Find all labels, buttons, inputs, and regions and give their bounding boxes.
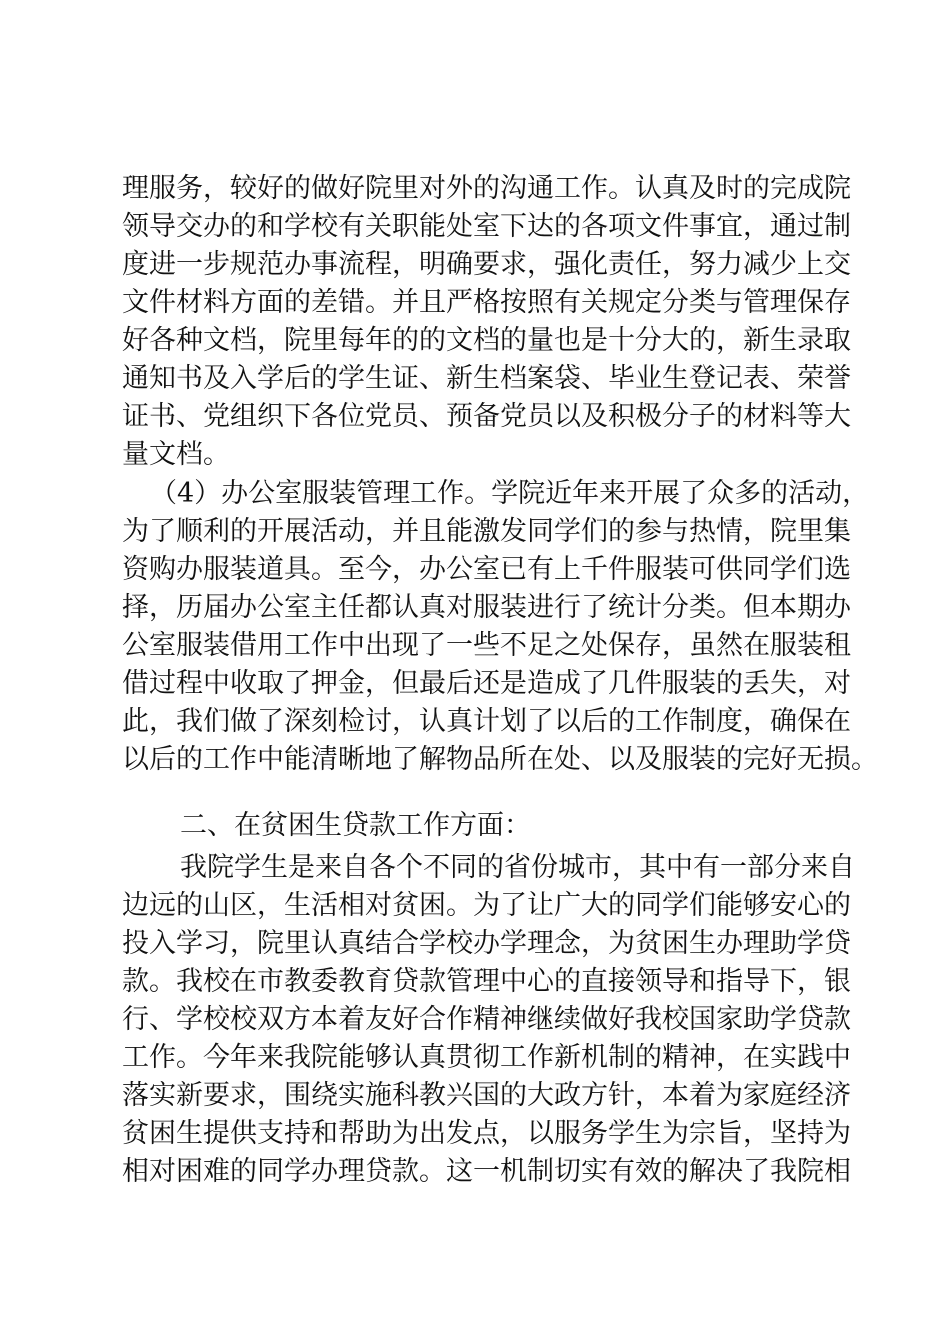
paragraph-line: 边远的山区，生活相对贫困。为了让广大的同学们能够安心的 (122, 890, 851, 921)
paragraph-line: 度进一步规范办事流程，明确要求，强化责任，努力减少上交 (122, 249, 851, 280)
paragraph-line: 借过程中收取了押金，但最后还是造成了几件服装的丢失，对 (122, 668, 851, 699)
section-heading: 二、在贫困生贷款工作方面： (180, 810, 531, 841)
paragraph-line: 相对困难的同学办理贷款。这一机制切实有效的解决了我院相 (122, 1156, 851, 1187)
paragraph-line: 文件材料方面的差错。并且严格按照有关规定分类与管理保存 (122, 287, 851, 318)
paragraph-line: 行、学校校双方本着友好合作精神继续做好我校国家助学贷款 (122, 1004, 851, 1035)
paragraph-line: 以后的工作中能清晰地了解物品所在处、以及服装的完好无损。 (122, 744, 878, 775)
paragraph-line: 投入学习，院里认真结合学校办学理念，为贫困生办理助学贷 (122, 928, 851, 959)
paragraph-line: 公室服装借用工作中出现了一些不足之处保存，虽然在服装租 (122, 630, 851, 661)
paragraph-line: 此，我们做了深刻检讨，认真计划了以后的工作制度，确保在 (122, 706, 851, 737)
paragraph-line: 贫困生提供支持和帮助为出发点，以服务学生为宗旨，坚持为 (122, 1118, 851, 1149)
paragraph-line: 资购办服装道具。至今，办公室已有上千件服装可供同学们选 (122, 554, 851, 585)
paragraph-line: 我院学生是来自各个不同的省份城市，其中有一部分来自 (180, 852, 855, 883)
paragraph-line: 工作。今年来我院能够认真贯彻工作新机制的精神，在实践中 (122, 1042, 851, 1073)
paragraph-line: 为了顺利的开展活动，并且能激发同学们的参与热情，院里集 (122, 516, 851, 547)
paragraph-line: 证书、党组织下各位党员、预备党员以及积极分子的材料等大 (122, 401, 851, 432)
paragraph-line: 好各种文档，院里每年的的文档的量也是十分大的，新生录取 (122, 325, 851, 356)
paragraph-line: 量文档。 (122, 439, 230, 470)
paragraph-line: 理服务，较好的做好院里对外的沟通工作。认真及时的完成院 (122, 173, 851, 204)
paragraph-line: 落实新要求，围绕实施科教兴国的大政方针，本着为家庭经济 (122, 1080, 851, 1111)
paragraph-line: 领导交办的和学校有关职能处室下达的各项文件事宜，通过制 (122, 211, 851, 242)
paragraph-line: （4）办公室服装管理工作。学院近年来开展了众多的活动， (150, 478, 870, 509)
paragraph-line: 通知书及入学后的学生证、新生档案袋、毕业生登记表、荣誉 (122, 363, 851, 394)
paragraph-line: 款。我校在市教委教育贷款管理中心的直接领导和指导下，银 (122, 966, 851, 997)
paragraph-line: 择，历届办公室主任都认真对服装进行了统计分类。但本期办 (122, 592, 851, 623)
